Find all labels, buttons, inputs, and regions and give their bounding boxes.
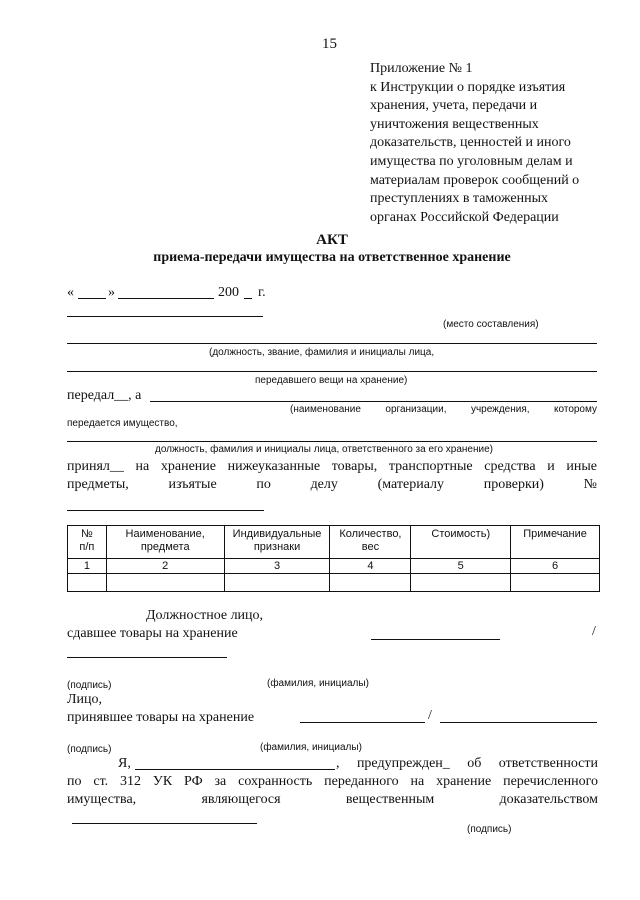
warning-signature-field[interactable] — [72, 823, 257, 824]
warning-word: перечисленного — [503, 774, 598, 789]
table-row — [68, 574, 600, 592]
header-quantity: Количество, вес — [330, 526, 411, 559]
responsible-caption: должность, фамилия и инициалы лица, ответственного за его хранение) — [155, 444, 493, 455]
receiver-signature-field[interactable] — [300, 722, 425, 723]
transferring-person-field-2[interactable] — [67, 371, 597, 372]
official-name-field[interactable] — [67, 657, 227, 658]
header-number: № п/п — [68, 526, 107, 559]
organization-field[interactable] — [150, 401, 597, 402]
table-cell[interactable] — [411, 574, 511, 592]
receiver-sign-caption: (подпись) — [67, 744, 112, 755]
table-header-row — [68, 526, 600, 559]
accepted-word: средства — [484, 459, 536, 474]
goods-table — [67, 525, 600, 592]
responsible-person-field[interactable] — [67, 441, 597, 442]
official-signature-field[interactable] — [371, 639, 500, 640]
warning-word: за — [214, 774, 227, 789]
accepted-word: изъятые — [168, 477, 217, 492]
official-line-1: Должностное лицо, — [146, 608, 264, 623]
appendix-line: хранения, учета, передачи и — [370, 98, 538, 114]
accepted-word: принял__ — [67, 459, 124, 474]
page-number: 15 — [322, 36, 337, 52]
date-year: 200 — [218, 285, 239, 300]
table-cell[interactable] — [511, 574, 600, 592]
date-quote-open: « — [67, 285, 74, 300]
warning-word: являющегося — [201, 792, 281, 807]
accepted-word: иные — [566, 459, 597, 474]
table-cell: 4 — [330, 559, 411, 574]
appendix-block — [370, 60, 579, 227]
official-name-caption: (фамилия, инициалы) — [267, 678, 369, 689]
table-cell[interactable] — [224, 574, 330, 592]
org-caption — [290, 404, 597, 415]
accepted-word: проверки) — [483, 477, 544, 492]
act-subtitle: приема-передачи имущества на ответственное хранение — [153, 250, 511, 265]
date-month-field[interactable] — [118, 298, 214, 299]
transferring-caption: передавшего вещи на хранение) — [255, 375, 408, 386]
header-note: Примечание — [511, 526, 600, 559]
date-year-suffix: г. — [258, 285, 266, 300]
appendix-line: уничтожения вещественных — [370, 116, 539, 132]
warning-word: об — [467, 756, 482, 771]
appendix-line: материалам проверок сообщений о — [370, 172, 580, 188]
official-slash: / — [592, 624, 596, 639]
official-sign-caption: (подпись) — [67, 680, 112, 691]
receiver-name-field[interactable] — [440, 722, 597, 723]
accepted-line-1 — [67, 459, 597, 475]
appendix-line: доказательств, ценностей и иного — [370, 135, 571, 151]
accepted-word: № — [583, 477, 597, 492]
date-quote-close: » — [108, 285, 115, 300]
accepted-word: по — [256, 477, 271, 492]
table-cell: 5 — [411, 559, 511, 574]
warning-word: доказательством — [499, 792, 598, 807]
header-features: Индивидуальные признаки — [224, 526, 330, 559]
accepted-word: транспортные — [388, 459, 473, 474]
warning-word: УК — [152, 774, 173, 789]
warning-line-3 — [67, 792, 598, 808]
appendix-line: преступлениях в таможенных — [370, 191, 549, 207]
warning-i: Я, — [118, 756, 131, 771]
appendix-title: Приложение № 1 — [370, 61, 473, 76]
org-caption-word: организации, — [385, 404, 447, 415]
accepted-word: нижеуказанные — [227, 459, 321, 474]
accepted-word: товары, — [331, 459, 378, 474]
accepted-word: предметы, — [67, 477, 129, 492]
transfer-label: передал__, а — [67, 388, 142, 403]
table-cell: 3 — [224, 559, 330, 574]
table-cell[interactable] — [106, 574, 224, 592]
table-cell: 6 — [511, 559, 600, 574]
header-name: Наименование, предмета — [106, 526, 224, 559]
warning-word: , — [336, 756, 340, 771]
appendix-line: органах Российской Федерации — [370, 209, 559, 225]
accepted-word: и — [547, 459, 555, 474]
table-cell[interactable] — [330, 574, 411, 592]
transferred-to-caption: передается имущество, — [67, 418, 178, 429]
appendix-line: имущества по уголовным делам и — [370, 153, 573, 169]
warning-word: хранение — [436, 774, 492, 789]
transferring-person-field[interactable] — [67, 343, 597, 344]
org-caption-word: которому — [554, 404, 597, 415]
case-number-field[interactable] — [67, 510, 264, 511]
table-cell: 2 — [106, 559, 224, 574]
warning-line-2 — [67, 774, 598, 790]
warning-name-field[interactable] — [135, 769, 335, 770]
accepted-word: хранение — [160, 459, 216, 474]
receiver-line-1: Лицо, — [67, 692, 102, 707]
header-cost: Стоимость) — [411, 526, 511, 559]
receiver-slash: / — [428, 708, 432, 723]
receiver-name-caption: (фамилия, инициалы) — [260, 742, 362, 753]
org-caption-word: учреждения, — [470, 404, 530, 415]
warning-word: РФ — [184, 774, 203, 789]
warning-word: предупрежден_ — [356, 756, 450, 771]
warning-word: ст. — [93, 774, 109, 789]
accepted-line-2 — [67, 477, 597, 493]
warning-word: вещественным — [345, 792, 435, 807]
official-line-2: сдавшее товары на хранение — [67, 626, 238, 641]
table-number-row — [68, 559, 600, 574]
appendix-line: к Инструкции о порядке изъятия — [370, 79, 566, 95]
accepted-word: делу — [310, 477, 338, 492]
warning-word: имущества, — [67, 792, 137, 807]
warning-word: по — [67, 774, 82, 789]
warning-word: на — [410, 774, 425, 789]
date-year-field[interactable] — [244, 298, 252, 299]
warning-word: сохранность — [238, 774, 313, 789]
warning-word: ответственности — [498, 756, 598, 771]
accepted-word: (материалу — [377, 477, 445, 492]
warning-line-1 — [336, 756, 598, 772]
place-caption: (место составления) — [443, 319, 539, 330]
table-cell[interactable] — [68, 574, 107, 592]
place-field[interactable] — [67, 316, 263, 317]
accepted-word: на — [135, 459, 150, 474]
warning-word: переданного — [324, 774, 399, 789]
date-day-field[interactable] — [78, 298, 106, 299]
act-title: АКТ — [316, 232, 348, 248]
receiver-line-2: принявшее товары на хранение — [67, 710, 255, 725]
position-name-caption: (должность, звание, фамилия и инициалы лица, — [209, 347, 435, 358]
warning-sign-caption: (подпись) — [467, 824, 512, 835]
org-caption-word: (наименование — [290, 404, 361, 415]
table-cell: 1 — [68, 559, 107, 574]
warning-word: 312 — [120, 774, 142, 789]
